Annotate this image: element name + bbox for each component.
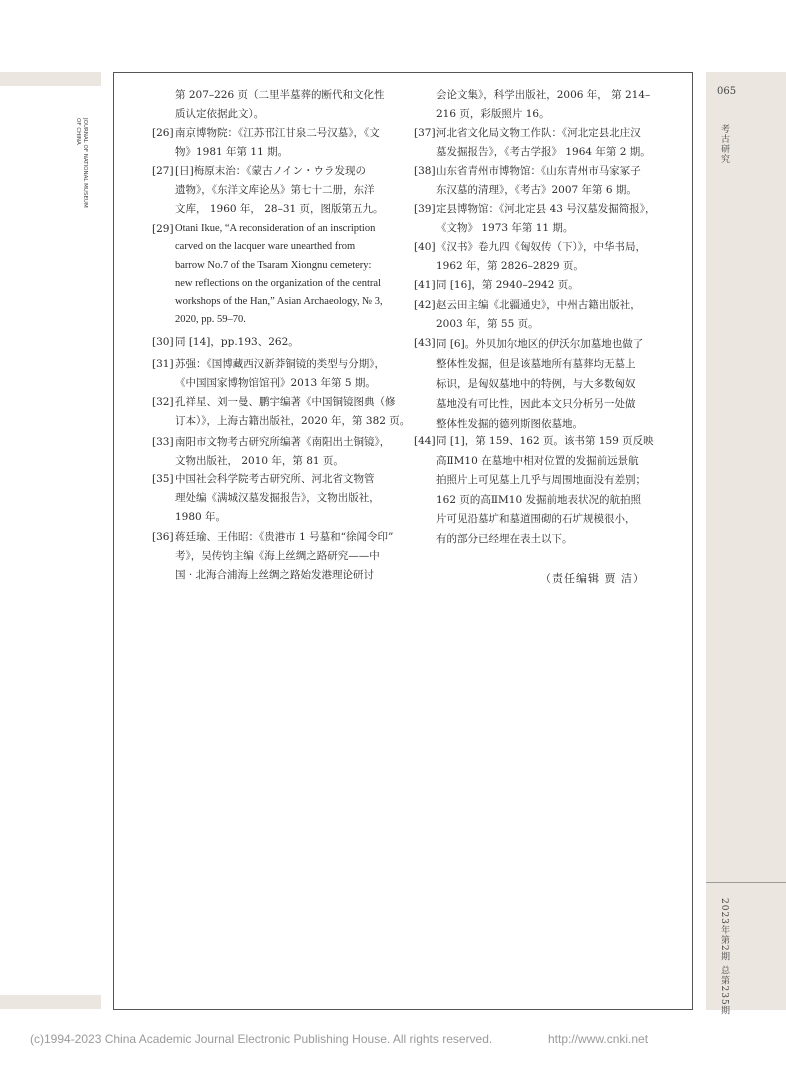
reference-number: [42]: [414, 299, 436, 311]
reference-text: 苏强：《国博藏西汉新莽铜镜的类型与分期》， 《中国国家博物馆馆刊》2013 年第 5 期。: [175, 358, 385, 389]
reference-text: Otani Ikue, “A reconsideration of an inscription carved on the lacquer ware unearthed from barrow No.7 of the Tsaram Xiongnu cemetery: new reflections on the organization of the central workshops of the Han,” Asian Archaeology, № 3, 2020, pp. 59–70.: [175, 223, 383, 326]
reference-text: 同 [1]，第 159、162 页。该书第 159 页反映 高ⅡM10 在墓地中相对位置的发掘前远景航 拍照片上可见墓上几乎与周围地面没有差别； 162 页的高ⅡM10 发掘前地表状况的航拍照 片可见沿墓圹和墓道围砌的石圹规模很小， 有的部分已经埋在表土以下。: [436, 435, 654, 545]
reference-text: 第 207–226 页（二里半墓葬的断代和文化性 质认定依据此文）。: [175, 89, 385, 120]
reference-number: [44]: [414, 435, 436, 447]
reference-text: 南京博物院：《江苏邗江甘泉二号汉墓》，《文 物》1981 年第 11 期。: [175, 127, 380, 158]
section-title: 考古研究: [719, 124, 729, 164]
right-margin-panel: [706, 72, 786, 1010]
top-left-band: [0, 72, 101, 86]
reference-text: 同 [16]，第 2940–2942 页。: [436, 279, 579, 291]
reference-text: 定县博物馆：《河北定县 43 号汉墓发掘简报》， 《文物》 1973 年第 11 期。: [436, 203, 656, 234]
reference-number: [26]: [152, 127, 174, 139]
reference-number: [40]: [414, 241, 436, 253]
reference-number: [27]: [152, 165, 174, 177]
reference-number: [30]: [152, 336, 174, 348]
journal-english-title: JOURNAL OF NATIONAL MUSEUM OF CHINA: [75, 118, 88, 208]
reference-text: 会论文集》，科学出版社，2006 年， 第 214– 216 页，彩版照片 16。: [436, 89, 651, 120]
reference-text: 河北省文化局文物工作队：《河北定县北庄汉 墓发掘报告》，《考古学报》 1964 年第 2 期。: [436, 127, 651, 158]
issue-info: 2023年第2期 总第235期: [719, 898, 729, 1016]
reference-text: 蒋廷瑜、王伟昭：《贵港市 1 号墓和“徐闻令印” 考》，吴传钧主编《海上丝绸之路研究——中 国 · 北海合浦海上丝绸之路始发港理论研讨: [175, 531, 394, 581]
copyright-text: (c)1994-2023 China Academic Journal Electronic Publishing House. All rights reserved.: [30, 1032, 493, 1046]
footer-url-link[interactable]: http://www.cnki.net: [548, 1032, 649, 1046]
reference-number: [39]: [414, 203, 436, 215]
reference-number: [36]: [152, 531, 174, 543]
right-panel-divider: [706, 882, 786, 883]
reference-number: [32]: [152, 396, 174, 408]
reference-text: 赵云田主编《北疆通史》，中州古籍出版社， 2003 年，第 55 页。: [436, 299, 641, 330]
reference-number: [37]: [414, 127, 436, 139]
reference-text: 同 [14]，pp.193、262。: [175, 336, 299, 348]
reference-number: [29]: [152, 223, 174, 235]
bottom-left-band: [0, 995, 101, 1009]
reference-number: [38]: [414, 165, 436, 177]
reference-number: [43]: [414, 337, 436, 349]
reference-text: 中国社会科学院考古研究所、河北省文物管 理处编《满城汉墓发掘报告》，文物出版社， 1980 年。: [175, 473, 380, 523]
reference-text: 《汉书》卷九四《匈奴传（下）》，中华书局， 1962 年，第 2826–2829 页。: [436, 241, 646, 272]
responsible-editor: （责任编辑 贾 洁）: [540, 572, 645, 585]
reference-number: [31]: [152, 358, 174, 370]
reference-number: [33]: [152, 436, 174, 448]
reference-text: 南阳市文物考古研究所编著《南阳出土铜镜》， 文物出版社， 2010 年，第 81 页。: [175, 436, 391, 467]
page-number: 065: [717, 86, 737, 97]
reference-text: 孔祥星、刘一曼、鹏宇编著《中国铜镜图典（修 订本）》，上海古籍出版社，2020 年，第 382 页。: [175, 396, 411, 427]
reference-text: 山东省青州市博物馆：《山东青州市马家冢子 东汉墓的清理》，《考古》2007 年第 6 期。: [436, 165, 641, 196]
reference-number: [35]: [152, 473, 174, 485]
reference-text: [日]梅原末治：《蒙古ノイン・ウラ发现の 遗物》，《东洋文库论丛》第七十二册，东洋 文库， 1960 年， 28–31 页，图版第五九。: [175, 165, 384, 215]
reference-text: 同 [6]。外贝加尔地区的伊沃尔加墓地也做了 整体性发掘，但是该墓地所有墓葬均无墓上 标识，是匈奴墓地中的特例，与大多数匈奴 墓地没有可比性，因此本文只分析另一处做 整体性发掘的德列斯图依墓地。: [436, 338, 644, 430]
reference-number: [41]: [414, 279, 436, 291]
page-footer: [30, 1032, 649, 1046]
